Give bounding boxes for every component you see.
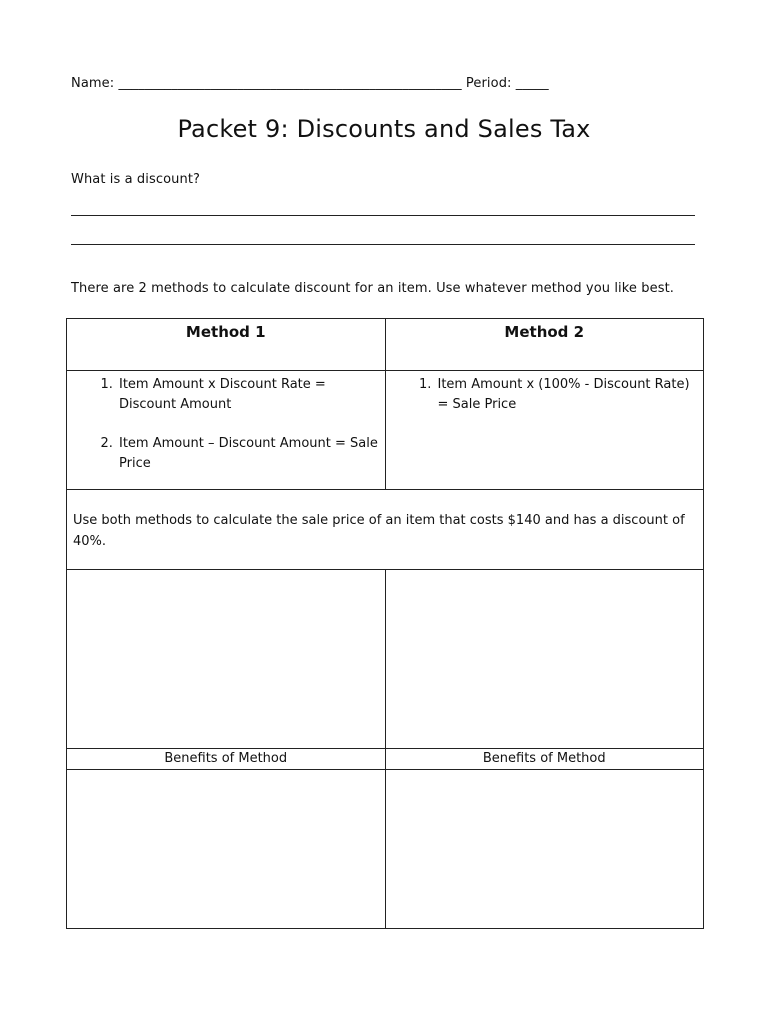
method-2-benefits-area[interactable] — [385, 770, 704, 929]
discount-question: What is a discount? — [71, 172, 201, 187]
name-period-line — [71, 76, 549, 91]
method-1-step-1: 1. Item Amount x Discount Rate = Discount Amount — [117, 375, 385, 415]
page-title: Packet 9: Discounts and Sales Tax — [177, 115, 591, 143]
answer-line-1[interactable] — [71, 215, 695, 216]
problem-text: Use both methods to calculate the sale price of an item that costs $140 and has a discount of 40%. — [73, 513, 685, 549]
methods-table — [66, 318, 704, 929]
period-blank[interactable]: _____ — [515, 76, 549, 91]
intro-text: There are 2 methods to calculate discount for an item. Use whatever method you like best. — [71, 281, 675, 296]
method-2-steps — [386, 375, 704, 415]
name-label: Name: — [71, 76, 115, 91]
method-1-benefits-label: Benefits of Method — [67, 749, 386, 770]
method-1-benefits-area[interactable] — [67, 770, 386, 929]
method-1-header-cell — [67, 319, 386, 371]
method-1-heading: Method 1 — [185, 323, 266, 341]
method-2-heading: Method 2 — [504, 323, 585, 341]
method-2-step-1: 1. Item Amount x (100% - Discount Rate) = Sale Price — [436, 375, 704, 415]
name-blank[interactable]: ____________________________________________________ — [118, 76, 462, 91]
method-1-steps — [67, 375, 385, 474]
answer-line-2[interactable] — [71, 244, 695, 245]
method-2-work-area[interactable] — [385, 570, 704, 749]
method-1-step-2: 2. Item Amount – Discount Amount = Sale Price — [117, 434, 385, 474]
method-2-benefits-label: Benefits of Method — [385, 749, 704, 770]
method-2-header-cell — [385, 319, 704, 371]
method-2-steps-cell — [385, 371, 704, 490]
problem-cell — [67, 490, 704, 570]
period-label: Period: — [465, 76, 512, 91]
method-1-steps-cell — [67, 371, 386, 490]
method-1-work-area[interactable] — [67, 570, 386, 749]
